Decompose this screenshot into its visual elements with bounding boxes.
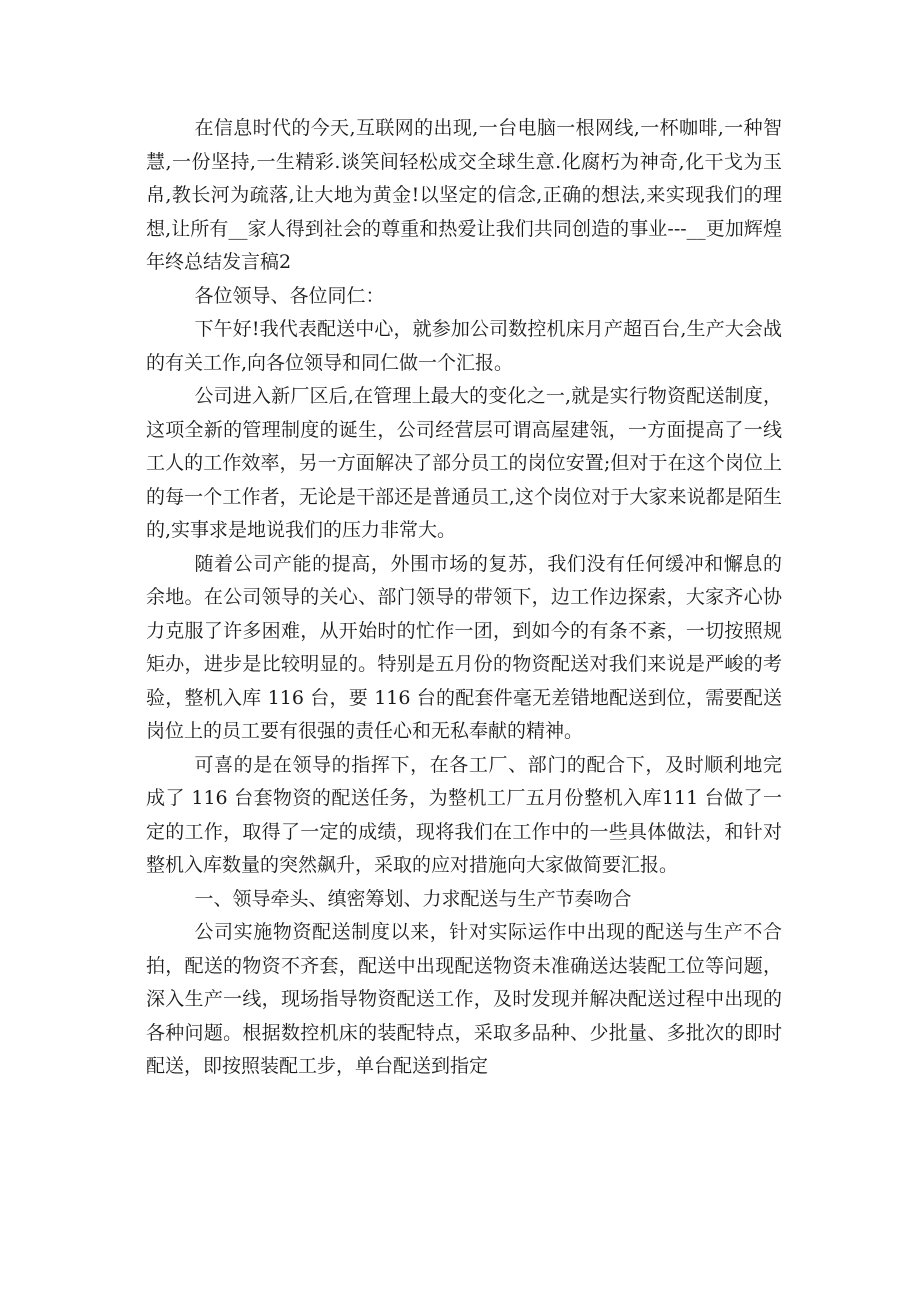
paragraph-intro: 在信息时代的今天,互联网的出现,一台电脑一根网线,一杯咖啡,一种智慧,一份坚持,一生精彩.谈笑间轻松成交全球生意.化腐朽为神奇,化干戈为玉帛,教长河为疏落,让大地为黄金!以坚定的信念,正确的想法,来实现我们的理想,让所有__家人得到社会的尊重和热爱让我们共同创造的事业---__更加辉煌年终总结发言稿2: [146, 117, 782, 273]
section-heading-1: 一、领导牵头、缜密筹划、力求配送与生产节奏吻合: [194, 887, 632, 910]
paragraph-new-factory: 公司进入新厂区后,在管理上最大的变化之一,就是实行物资配送制度，这项全新的管理制度的诞生，公司经营层可谓高屋建瓴，一方面提高了一线工人的工作效率，另一方面解决了部分员工的岗位安置;但对于在这个岗位上的每一个工作者，无论是干部还是普通员工,这个岗位对于大家来说都是陌生的,实事求是地说我们的压力非常大。: [146, 385, 782, 541]
paragraph-section-1: 公司实施物资配送制度以来，针对实际运作中出现的配送与生产不合拍，配送的物资不齐套，配送中出现配送物资未准确送达装配工位等问题，深入生产一线，现场指导物资配送工作，及时发现并解决配送过程中出现的各种问题。根据数控机床的装配特点，采取多品种、少批量、多批次的即时配送，即按照装配工步，单台配送到指定: [146, 921, 782, 1077]
document-body: [146, 112, 782, 1084]
paragraph-achievement: 可喜的是在领导的指挥下，在各工厂、部门的配合下，及时顺利地完成了 116 台套物资的配送任务，为整机工厂五月份整机入库111 台做了一定的工作，取得了一定的成绩，现将我们在工作中的一些具体做法，和针对整机入库数量的突然飙升，采取的应对措施向大家做简要汇报。: [146, 753, 782, 876]
paragraph-greeting: 下午好!我代表配送中心，就参加公司数控机床月产超百台,生产大会战的有关工作,向各位领导和同仁做一个汇报。: [146, 318, 782, 374]
paragraph-salutation: 各位领导、各位同仁：: [194, 284, 385, 307]
paragraph-capacity: 随着公司产能的提高，外围市场的复苏，我们没有任何缓冲和懈息的余地。在公司领导的关心、部门领导的带领下，边工作边探索，大家齐心协力克服了许多困难，从开始时的忙作一团，到如今的有条不紊，一切按照规矩办，进步是比较明显的。特别是五月份的物资配送对我们来说是严峻的考验，整机入库 116 台，要 116 台的配套件毫无差错地配送到位，需要配送岗位上的员工要有很强的责任心和无私奉献的精神。: [146, 552, 782, 742]
